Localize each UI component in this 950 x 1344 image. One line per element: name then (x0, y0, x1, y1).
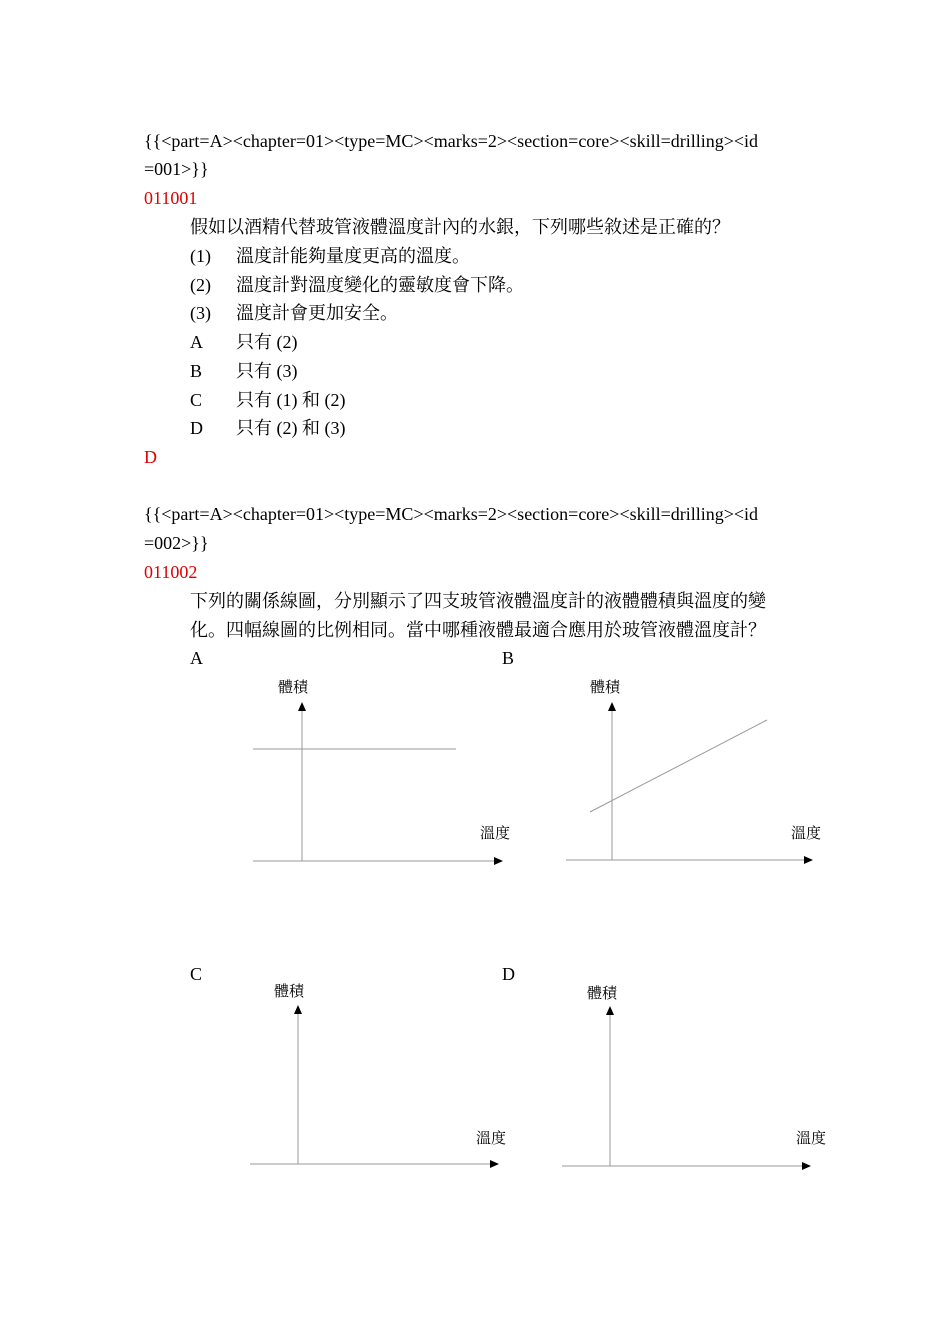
graph-c-x-label: 溫度 (476, 1129, 507, 1147)
q1-option-text: 只有 (2) 和 (3) (236, 418, 346, 438)
q1-statement-text: 溫度計會更加安全。 (236, 303, 398, 323)
q1-option-letter: A (190, 332, 203, 352)
graph-a-plot (250, 676, 520, 876)
graph-d-x-arrow (802, 1162, 811, 1170)
q2-tag-line1: {{<part=A><chapter=01><type=MC><marks=2><section=core><skill=drilling><id (144, 504, 759, 524)
q2-number: 011002 (144, 562, 198, 582)
q2-stem-line2: 化。四幅線圖的比例相同。當中哪種液體最適合應用於玻管液體溫度計？ (190, 620, 766, 640)
graph-b-y-label: 體積 (590, 678, 621, 696)
graph-b (562, 676, 832, 876)
graph-d-x-label: 溫度 (796, 1129, 827, 1147)
graph-c-letter: C (190, 964, 203, 984)
graph-a-x-arrow (494, 857, 503, 865)
q1-option-text: 只有 (3) (236, 361, 298, 381)
graph-b-plot (562, 676, 832, 876)
q2-tag-line2: =002>}} (144, 533, 209, 553)
q1-answer: D (144, 447, 157, 467)
q1-tag-line1: {{<part=A><chapter=01><type=MC><marks=2><section=core><skill=drilling><id (144, 131, 759, 151)
q1-stem: 假如以酒精代替玻管液體溫度計內的水銀，下列哪些敘述是正確的？ (190, 217, 730, 237)
graph-b-y-arrow (608, 702, 616, 711)
graph-c (246, 980, 516, 1180)
q1-statement-num: (3) (190, 303, 211, 323)
q1-statement-num: (2) (190, 275, 211, 295)
graph-a-letter: A (190, 648, 203, 668)
graph-c-y-label: 體積 (274, 982, 305, 1000)
q1-statement-text: 溫度計能夠量度更高的溫度。 (236, 246, 470, 266)
q2-stem-line1: 下列的關係線圖，分別顯示了四支玻管液體溫度計的液體體積與溫度的變 (190, 591, 766, 611)
q1-option-letter: B (190, 361, 203, 381)
graph-a-y-arrow (298, 702, 306, 711)
graph-d-letter: D (502, 964, 515, 984)
graph-d-y-arrow (606, 1006, 614, 1015)
q1-statement-num: (1) (190, 246, 211, 266)
graph-d-plot (560, 980, 840, 1180)
graph-d-y-label: 體積 (587, 984, 618, 1002)
graph-c-plot (246, 980, 516, 1180)
q1-statement-text: 溫度計對溫度變化的靈敏度會下降。 (236, 275, 524, 295)
graph-d (560, 980, 840, 1180)
graph-b-x-arrow (804, 856, 813, 864)
graph-c-x-arrow (490, 1160, 499, 1168)
graph-a (250, 676, 520, 876)
graph-b-line (590, 720, 767, 812)
q1-option-letter: C (190, 390, 203, 410)
q1-option-text: 只有 (2) (236, 332, 298, 352)
graph-c-y-arrow (294, 1005, 302, 1014)
q1-number: 011001 (144, 188, 198, 208)
graph-b-letter: B (502, 648, 515, 668)
q1-tag-line2: =001>}} (144, 159, 209, 179)
graph-b-x-label: 溫度 (791, 824, 822, 842)
graph-a-y-label: 體積 (278, 678, 309, 696)
q1-option-letter: D (190, 418, 203, 438)
graph-a-x-label: 溫度 (480, 824, 511, 842)
q1-option-text: 只有 (1) 和 (2) (236, 390, 346, 410)
